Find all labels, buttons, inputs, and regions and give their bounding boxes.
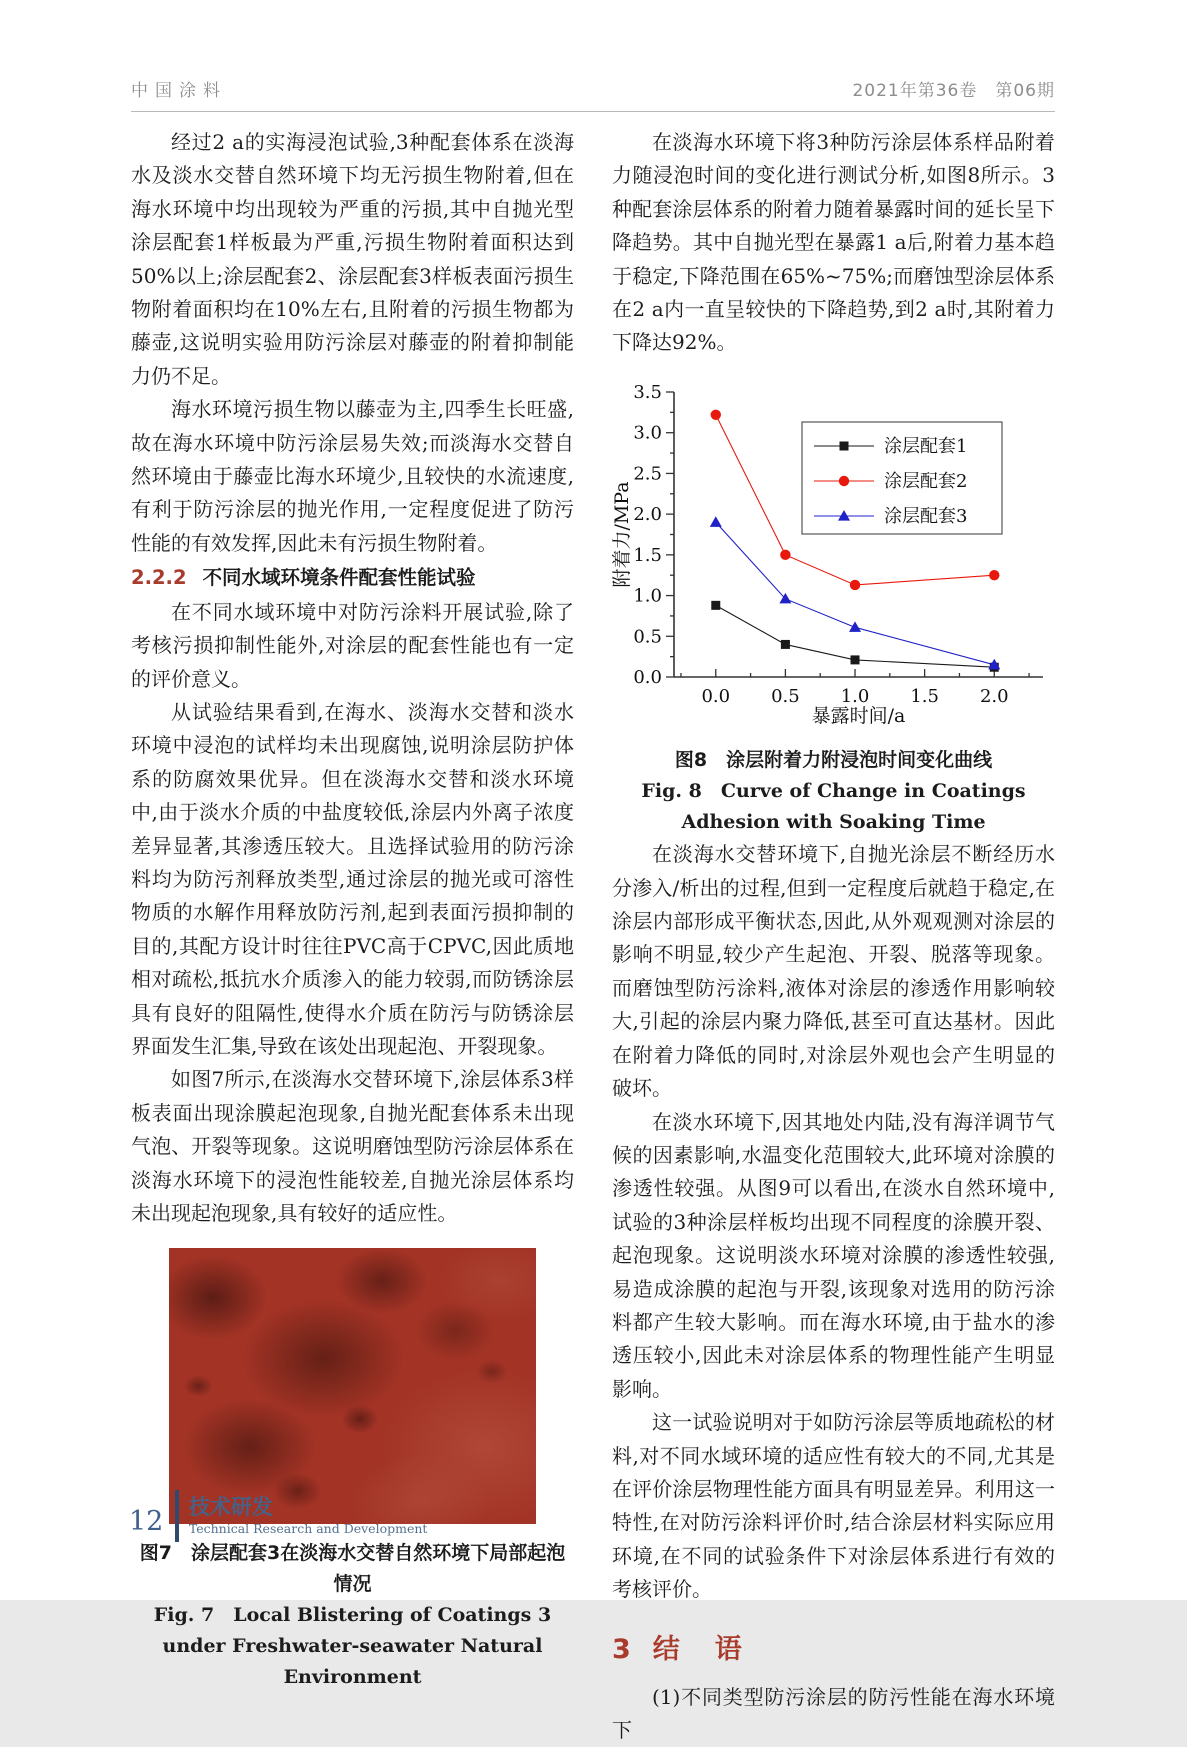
svg-text:2.5: 2.5 (633, 463, 662, 485)
paragraph: 海水环境污损生物以藤壶为主,四季生长旺盛,故在海水环境中防污涂层易失效;而淡海水交替自然环境由于藤壶比海水环境少,且较快的水流速度,有利于防污涂层的抛光作用,一定程度促进了防污性能的有效发挥,因此未有污损生物附着。 (131, 397, 574, 555)
issue-info: 2021年第36卷 第06期 (852, 81, 1055, 101)
section-heading-2-2-2 (131, 561, 574, 594)
svg-text:涂层配套1: 涂层配套1 (884, 435, 968, 457)
paragraph: 经过2 a的实海浸泡试验,3种配套体系在淡海水及淡水交替自然环境下均无污损生物附着,但在海水环境中均出现较为严重的污损,其中自抛光型涂层配套1样板最为严重,污损生物附着面积达到50%以上;涂层配套2、涂层配套3样板表面污损生物附着面积均在10%左右,且附着的污损生物都为藤壶,这说明实验用防污涂层对藤壶的附着抑制能力仍不足。 (131, 130, 574, 388)
page-number: 12 (129, 1505, 164, 1537)
section-title: 结 语 (652, 1633, 746, 1665)
paragraph: 从试验结果看到,在海水、淡海水交替和淡水环境中浸泡的试样均未出现腐蚀,说明涂层防护体系的防腐效果优异。但在淡海水交替和淡水环境中,由于淡水介质的中盐度较低,涂层内外离子浓度差异显著,其渗透压较大。且选择试验用的防污涂料均为防污剂释放类型,通过涂层的抛光或可溶性物质的水解作用释放防污剂,起到表面污损抑制的目的,其配方设计时往往PVC高于CPVC,因此质地相对疏松,抵抗水介质渗入的能力较弱,而防锈涂层具有良好的阻隔性,使得水介质在防污与防锈涂层界面发生汇集,导致在该处出现起泡、开裂现象。 (131, 699, 574, 1058)
svg-text:0.5: 0.5 (771, 685, 800, 707)
section-heading-3 (612, 1635, 1055, 1665)
figure8-caption-zh: 图8 涂层附着力附浸泡时间变化曲线 (674, 749, 993, 772)
svg-text:1.0: 1.0 (840, 685, 870, 707)
svg-text:0.0: 0.0 (633, 666, 662, 688)
journal-title: 中国涂料 (131, 81, 227, 101)
footer-column-name-zh: 技术研发 (188, 1495, 273, 1519)
svg-text:涂层配套2: 涂层配套2 (884, 470, 968, 492)
svg-text:附着力/MPa: 附着力/MPa (611, 481, 633, 588)
footer-column-name-en: Technical Research and Development (188, 1521, 428, 1536)
right-column (612, 126, 1055, 1747)
figure8-chart (611, 381, 1055, 729)
footer-divider-bar (175, 1490, 179, 1542)
section-number: 3 (612, 1633, 631, 1665)
svg-text:涂层配套3: 涂层配套3 (884, 505, 968, 527)
figure7-caption-zh: 图7 涂层配套3在淡海水交替自然环境下局部起泡情况 (139, 1542, 566, 1596)
svg-text:1.0: 1.0 (633, 585, 662, 607)
svg-text:0.0: 0.0 (701, 685, 731, 707)
figure8 (611, 381, 1055, 838)
section-title: 不同水域环境条件配套性能试验 (202, 566, 476, 590)
figure8-caption-en: Fig. 8 Curve of Change in Coatings Adhesion with Soaking Time (641, 780, 1026, 834)
figure8-chart-wrap (611, 381, 1055, 739)
paragraph: 这一试验说明对于如防污涂层等质地疏松的材料,对不同水域环境的适应性有较大的不同,尤其是在评价涂层物理性能方面具有明显差异。利用这一特性,在对防污涂料评价时,结合涂层材料实际应用环境,在不同的试验条件下对涂层体系进行有效的考核评价。 (612, 1410, 1055, 1602)
svg-text:1.5: 1.5 (633, 544, 662, 566)
svg-text:1.5: 1.5 (910, 685, 939, 707)
paragraph: (1)不同类型防污涂层的防污性能在海水环境下 (612, 1684, 1055, 1742)
paragraph: 在淡海水环境下将3种防污涂层体系样品附着力随浸泡时间的变化进行测试分析,如图8所示。3种配套涂层体系的附着力随着暴露时间的延长呈下降趋势。其中自抛光型在暴露1 a后,附着力基本趋于稳定,下降范围在65%~75%;而磨蚀型涂层体系在2 a内一直呈较快的下降趋势,到2 a时,其附着力下降达92%。 (612, 130, 1055, 355)
page-footer (129, 1490, 427, 1542)
paragraph: 如图7所示,在淡海水交替环境下,涂层体系3样板表面出现涂膜起泡现象,自抛光配套体系未出现气泡、开裂等现象。这说明磨蚀型防污涂层体系在淡海水环境下的浸泡性能较差,自抛光涂层体系均未出现起泡现象,具有较好的适应性。 (131, 1067, 574, 1225)
paragraph: 在淡水环境下,因其地处内陆,没有海洋调节气候的因素影响,水温变化范围较大,此环境对涂膜的渗透性较强。从图9可以看出,在淡水自然环境中,试验的3种涂层样板均出现不同程度的涂膜开裂、起泡现象。这说明淡水环境对涂膜的渗透性较强,易造成涂膜的起泡与开裂,该现象对选用的防污涂料都产生较大影响。而在海水环境,由于盐水的渗透压较小,因此未对涂层体系的物理性能产生明显影响。 (612, 1109, 1055, 1401)
page-header (131, 76, 1055, 112)
paragraph: 在淡海水交替环境下,自抛光涂层不断经历水分渗入/析出的过程,但到一定程度后就趋于稳定,在涂层内部形成平衡状态,因此,从外观观测对涂层的影响不明显,较少产生起泡、开裂、脱落等现象。而磨蚀型防污涂料,液体对涂层的渗透作用影响较大,引起的涂层内聚力降低,甚至可直达基材。因此在附着力降低的同时,对涂层外观也会产生明显的破坏。 (612, 842, 1055, 1101)
figure7 (131, 1248, 574, 1693)
svg-text:0.5: 0.5 (633, 626, 662, 648)
svg-text:3.5: 3.5 (633, 381, 662, 403)
figure7-photo (169, 1248, 536, 1524)
svg-text:2.0: 2.0 (633, 503, 662, 525)
svg-text:3.0: 3.0 (633, 422, 662, 444)
figure7-caption-en: Fig. 7 Local Blistering of Coatings 3 under Freshwater-seawater Natural Environment (153, 1604, 552, 1689)
svg-text:2.0: 2.0 (979, 685, 1009, 707)
svg-text:暴露时间/a: 暴露时间/a (811, 704, 906, 727)
paragraph: 在不同水域环境中对防污涂料开展试验,除了考核污损抑制性能外,对涂层的配套性能也有一定的评价意义。 (131, 599, 574, 691)
section-number: 2.2.2 (131, 566, 187, 590)
